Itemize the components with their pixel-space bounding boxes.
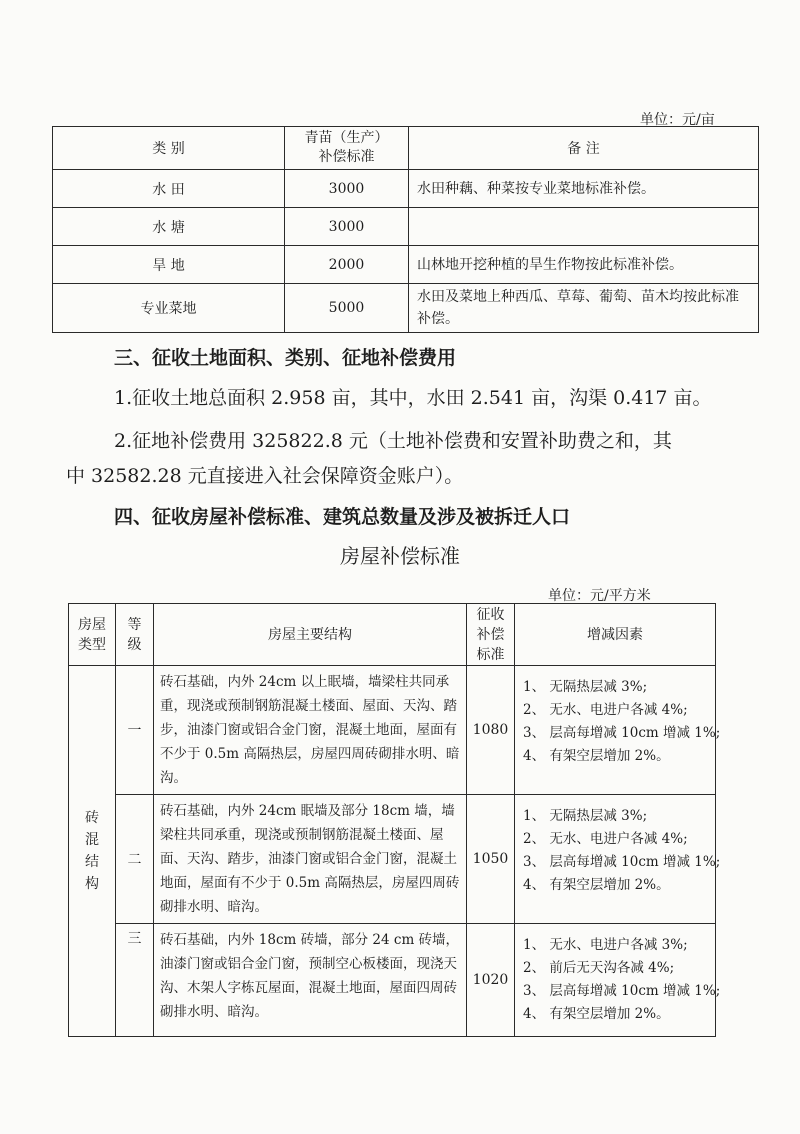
paragraph-item-2-line-1: 2.征地补偿费用 325822.8 元（土地补偿费和安置补助费之和，其	[114, 430, 672, 452]
structure-cell: 砖石基础，内外 18cm 砖墙，部分 24 cm 砖墙，油漆门窗或铝合金门窗，预制空心板楼面，现浇天沟、木架人字栋瓦屋面，混凝土地面，屋面四周砖砌排水明、暗沟。	[154, 924, 467, 1037]
unit-label-sqm: 单位：元/平方米	[548, 588, 651, 604]
note-cell	[409, 208, 759, 246]
grade-cell: 一	[116, 666, 154, 795]
crop-compensation-table	[52, 126, 759, 333]
table-row	[53, 170, 759, 208]
table-row	[53, 284, 759, 333]
grade-cell: 三	[116, 924, 154, 1037]
header-category: 类 别	[53, 127, 285, 170]
house-compensation-table	[68, 603, 721, 1037]
standard-cell: 5000	[285, 284, 409, 333]
house-table-title: 房屋补偿标准	[340, 544, 460, 568]
category-cell: 水 田	[53, 170, 285, 208]
header-note: 备 注	[409, 127, 759, 170]
category-cell: 水 塘	[53, 208, 285, 246]
unit-label-acre: 单位：元/亩	[640, 112, 715, 128]
table-header-row	[69, 604, 716, 666]
paragraph-item-2-line-2: 中 32582.28 元直接进入社会保障资金账户）。	[66, 465, 464, 487]
standard-cell: 3000	[285, 170, 409, 208]
section-heading-4: 四、征收房屋补偿标准、建筑总数量及涉及被拆迁人口	[114, 506, 571, 528]
table-row	[69, 666, 716, 795]
standard-cell: 1020	[467, 924, 515, 1037]
standard-cell: 1050	[467, 795, 515, 924]
paragraph-item-1: 1.征收土地总面积 2.958 亩，其中，水田 2.541 亩，沟渠 0.417 亩。	[114, 387, 712, 409]
table-header-row	[53, 127, 759, 170]
header-structure: 房屋主要结构	[154, 604, 467, 666]
factors-cell: 1、 无水、电进户各减 3%; 2、 前后无天沟各减 4%; 3、 层高每增减 10cm 增减 1%; 4、 有架空层增加 2%。	[515, 924, 716, 1037]
structure-cell: 砖石基础，内外 24cm 以上眠墙，墙梁柱共同承重，现浇或预制钢筋混凝土楼面、屋面、天沟、踏步，油漆门窗或铝合金门窗，混凝土地面，屋面有不少于 0.5m 高隔热层，房屋四周砖砌排水明、暗沟。	[154, 666, 467, 795]
category-cell: 旱 地	[53, 246, 285, 284]
header-grade: 等级	[116, 604, 154, 666]
header-factors: 增减因素	[515, 604, 716, 666]
grade-cell: 二	[116, 795, 154, 924]
table-row	[69, 795, 716, 924]
table-row	[53, 208, 759, 246]
house-type-cell: 砖混结构	[69, 666, 116, 1037]
note-cell: 水田种藕、种菜按专业菜地标准补偿。	[409, 170, 759, 208]
note-cell: 山林地开挖种植的旱生作物按此标准补偿。	[409, 246, 759, 284]
standard-cell: 1080	[467, 666, 515, 795]
section-heading-3: 三、征收土地面积、类别、征地补偿费用	[114, 347, 457, 369]
table-row	[69, 924, 716, 1037]
note-cell: 水田及菜地上种西瓜、草莓、葡萄、苗木均按此标准补偿。	[409, 284, 759, 333]
structure-cell: 砖石基础，内外 24cm 眠墙及部分 18cm 墙，墙梁柱共同承重，现浇或预制钢筋混凝土楼面、屋面、天沟、踏步，油漆门窗或铝合金门窗，混凝土地面，屋面有不少于 0.5m 高隔热层，房屋四周砖砌排水明、暗沟。	[154, 795, 467, 924]
factors-cell: 1、 无隔热层减 3%; 2、 无水、电进户各减 4%; 3、 层高每增减 10cm 增减 1%; 4、 有架空层增加 2%。	[515, 666, 716, 795]
header-house-type: 房屋类型	[69, 604, 116, 666]
category-cell: 专业菜地	[53, 284, 285, 333]
factors-cell: 1、 无隔热层减 3%; 2、 无水、电进户各减 4%; 3、 层高每增减 10cm 增减 1%; 4、 有架空层增加 2%。	[515, 795, 716, 924]
header-standard: 征收补偿标准	[467, 604, 515, 666]
header-standard: 青苗（生产）补偿标准	[285, 127, 409, 170]
standard-cell: 3000	[285, 208, 409, 246]
standard-cell: 2000	[285, 246, 409, 284]
table-row	[53, 246, 759, 284]
